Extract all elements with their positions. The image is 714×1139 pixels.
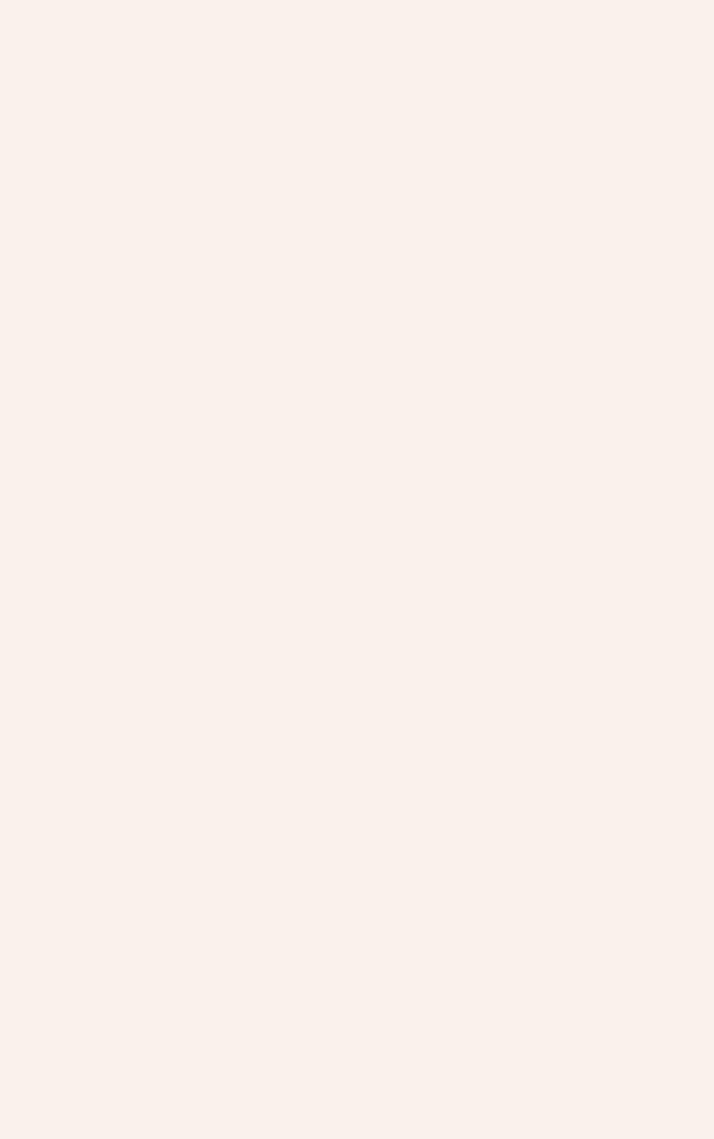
page-header [0, 75, 714, 95]
